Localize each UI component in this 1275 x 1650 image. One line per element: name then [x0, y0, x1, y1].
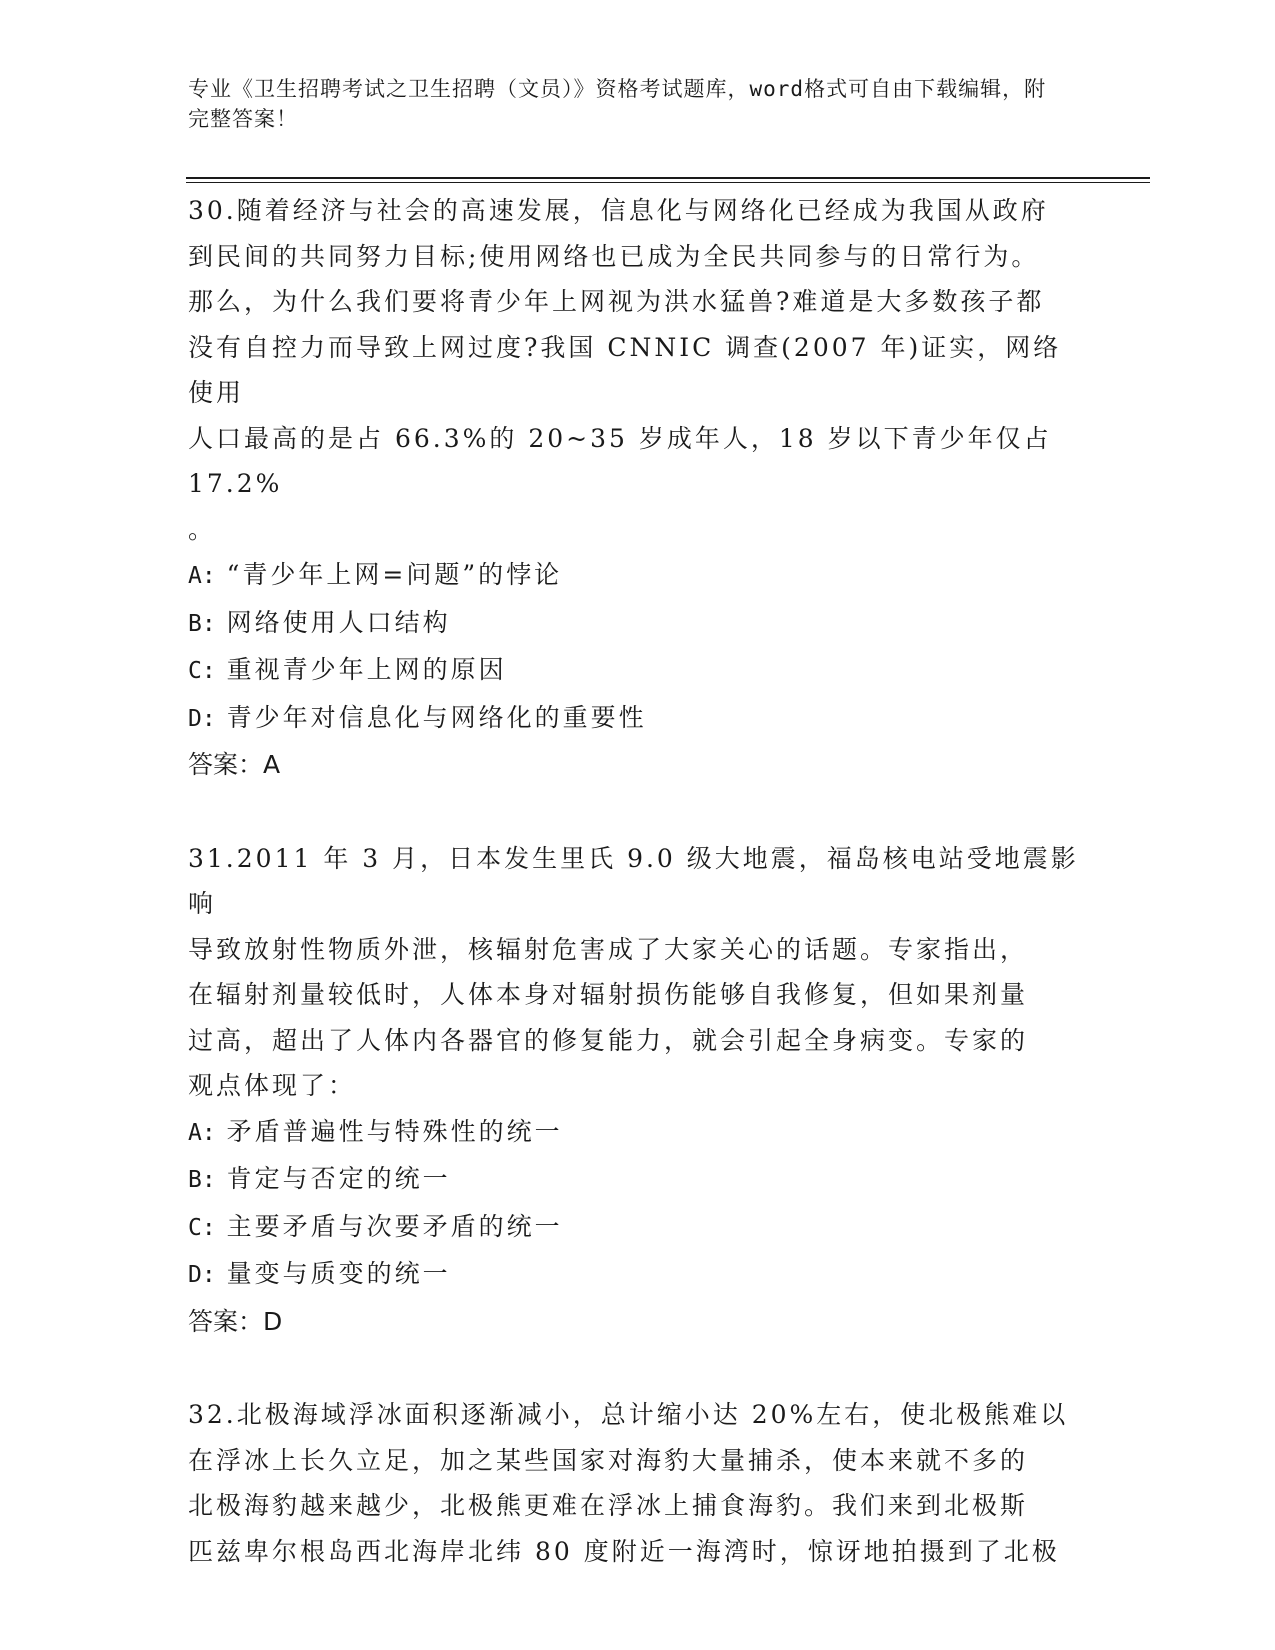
- option-text: 量变与质变的统一: [226, 1259, 451, 1288]
- header-rule-thick: [186, 177, 1150, 179]
- option-text: 矛盾普遍性与特殊性的统一: [226, 1116, 563, 1146]
- option-key: C:: [188, 658, 216, 684]
- option-b: [188, 600, 1088, 648]
- option-a: [188, 1109, 1088, 1157]
- option-key: B:: [188, 1167, 216, 1193]
- document-header: 专业《卫生招聘考试之卫生招聘（文员）》资格考试题库，word格式可自由下载编辑，附完整答案！: [188, 77, 1047, 131]
- option-a: [188, 552, 1088, 600]
- question-line: 匹兹卑尔根岛西北海岸北纬 80 度附近一海湾时，惊讶地拍摄到了北极: [188, 1536, 1060, 1566]
- question-line: 没有自控力而导致上网过度?我国 CNNIC 调查(2007 年)证实，网络使用: [188, 332, 1062, 407]
- question-31: [188, 836, 1088, 1345]
- question-line: 。: [188, 514, 217, 544]
- option-key: A:: [188, 563, 216, 589]
- option-c: [188, 647, 1088, 695]
- question-line: 导致放射性物质外泄，核辐射危害成了大家关心的话题。专家指出，: [188, 934, 1029, 964]
- question-line: 30.随着经济与社会的高速发展，信息化与网络化已经成为我国从政府: [188, 196, 1049, 225]
- option-key: D:: [188, 705, 216, 732]
- spacer: [188, 788, 1088, 836]
- question-line: 到民间的共同努力目标;使用网络也已成为全民共同参与的日常行为。: [188, 241, 1040, 271]
- question-line: 观点体现了：: [188, 1071, 357, 1100]
- answer-label: 答案：D: [188, 1306, 283, 1336]
- question-line: 过高，超出了人体内各器官的修复能力，就会引起全身病变。专家的: [188, 1025, 1029, 1055]
- question-32: [188, 1392, 1088, 1574]
- question-line: 在浮冰上长久立足，加之某些国家对海豹大量捕杀，使本来就不多的: [188, 1445, 1029, 1475]
- question-line: 人口最高的是占 66.3%的 20~35 岁成年人，18 岁以下青少年仅占 17.2%: [188, 423, 1052, 498]
- question-line: 32.北极海域浮冰面积逐渐减小，总计缩小达 20%左右，使北极熊难以: [188, 1400, 1069, 1429]
- option-text: “青少年上网=问题”的悖论: [226, 560, 563, 589]
- question-line: 那么，为什么我们要将青少年上网视为洪水猛兽?难道是大多数孩子都: [188, 287, 1045, 316]
- option-c: [188, 1204, 1088, 1252]
- answer-label: 答案：A: [188, 750, 281, 779]
- option-d: [188, 1251, 1088, 1299]
- option-d: [188, 695, 1088, 743]
- question-line: 北极海豹越来越少，北极熊更难在浮冰上捕食海豹。我们来到北极斯: [188, 1491, 1029, 1520]
- spacer: [188, 1344, 1088, 1392]
- option-key: D:: [188, 1262, 216, 1288]
- option-b: [188, 1156, 1088, 1204]
- option-text: 主要矛盾与次要矛盾的统一: [226, 1211, 563, 1241]
- header-rule-thin: [186, 182, 1150, 183]
- question-30: [188, 188, 1088, 788]
- option-key: A:: [188, 1119, 216, 1146]
- question-line: 在辐射剂量较低时，人体本身对辐射损伤能够自我修复，但如果剂量: [188, 980, 1029, 1009]
- option-text: 肯定与否定的统一: [226, 1164, 451, 1193]
- question-line: 31.2011 年 3 月，日本发生里氏 9.0 级大地震，福岛核电站受地震影响: [188, 843, 1079, 918]
- option-text: 青少年对信息化与网络化的重要性: [226, 702, 647, 732]
- option-text: 重视青少年上网的原因: [226, 655, 507, 684]
- option-text: 网络使用人口结构: [226, 607, 451, 637]
- question-list: [188, 188, 1088, 1574]
- option-key: B:: [188, 610, 216, 637]
- option-key: C:: [188, 1214, 216, 1241]
